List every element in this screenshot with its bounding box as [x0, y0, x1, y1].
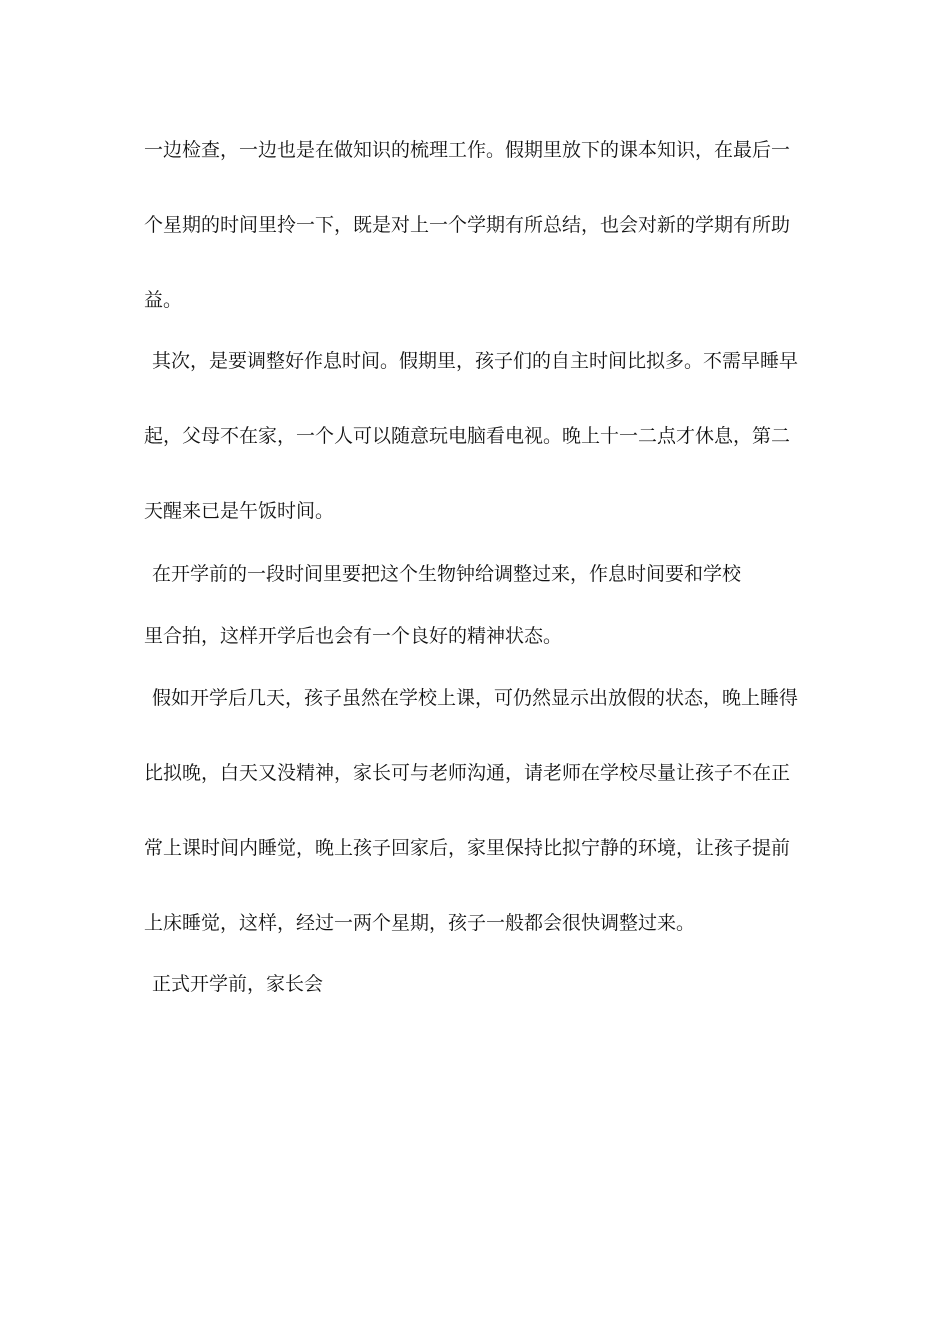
paragraph-start-line: 正式开学前，家长会	[152, 973, 324, 995]
text-line: 天醒来已是午饭时间。	[144, 500, 335, 522]
paragraph-start-line: 其次，是要调整好作息时间。假期里，孩子们的自主时间比拟多。不需早睡早	[152, 350, 799, 372]
text-line: 里合拍，这样开学后也会有一个良好的精神状态。	[144, 625, 563, 647]
text-line: 一边检查，一边也是在做知识的梳理工作。假期里放下的课本知识，在最后一	[144, 139, 791, 161]
text-line: 常上课时间内睡觉，晚上孩子回家后，家里保持比拟宁静的环境，让孩子提前	[144, 837, 791, 859]
paragraph-start-line: 在开学前的一段时间里要把这个生物钟给调整过来，作息时间要和学校	[152, 563, 742, 585]
text-line: 上床睡觉，这样，经过一两个星期，孩子一般都会很快调整过来。	[144, 912, 696, 934]
text-line: 益。	[144, 289, 183, 311]
paragraph-start-line: 假如开学后几天，孩子虽然在学校上课，可仍然显示出放假的状态，晚上睡得	[152, 687, 799, 709]
text-line: 比拟晚，白天又没精神，家长可与老师沟通，请老师在学校尽量让孩子不在正	[144, 762, 791, 784]
text-line: 个星期的时间里拎一下，既是对上一个学期有所总结，也会对新的学期有所助	[144, 214, 791, 236]
text-line: 起，父母不在家，一个人可以随意玩电脑看电视。晚上十一二点才休息，第二	[144, 425, 791, 447]
